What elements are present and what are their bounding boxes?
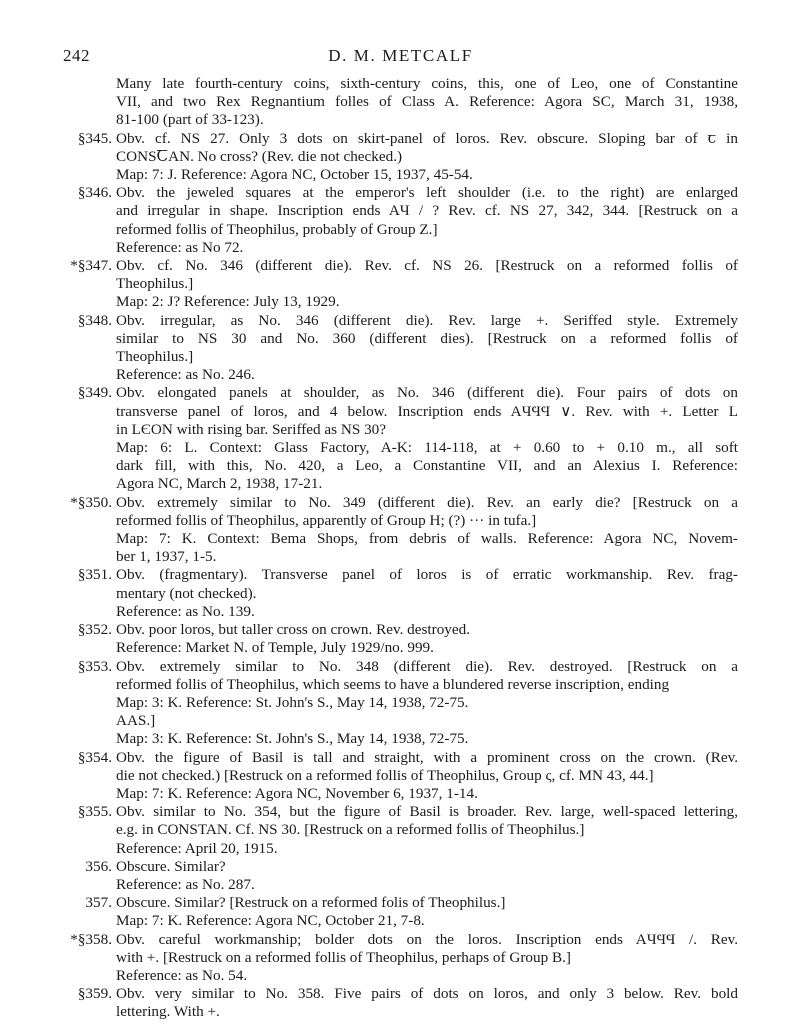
- entry-line: AAS.]: [116, 712, 156, 730]
- entry-line: Obv. irregular, as No. 346 (different die). Rev. large +. Seriffed style. Extremely: [116, 311, 738, 329]
- entry-number: *§350.: [70, 493, 112, 511]
- entry-line: Obv. cf. NS 27. Only 3 dots on skirt-panel of loros. Rev. obscure. Sloping bar of ꞇ in: [116, 129, 738, 147]
- entry-line: dark fill, with this, No. 420, a Leo, a Constantine VII, and an Alexius I. Reference:: [116, 457, 738, 475]
- catalogue-entry: [58, 621, 738, 657]
- entry-line: Obv. poor loros, but taller cross on crown. Rev. destroyed.: [116, 621, 471, 639]
- text-line: VII, and two Rex Regnantium folles of Class A. Reference: Agora SC, March 31, 1938,: [116, 93, 738, 111]
- catalogue-body: [58, 75, 738, 1022]
- entry-line: Obv. extremely similar to No. 348 (different die). Rev. destroyed. [Restruck on a: [116, 657, 738, 675]
- entry-line: reformed follis of Theophilus, probably of Group Z.]: [116, 220, 438, 238]
- entry-line: similar to NS 30 and No. 360 (different dies). [Restruck on a reformed follis of: [116, 329, 738, 347]
- entry-line: Map: 6: L. Context: Glass Factory, A-K: 114-118, at + 0.60 to + 0.10 m., all soft: [116, 439, 738, 457]
- catalogue-entry: [58, 494, 738, 567]
- catalogue-entry: [58, 985, 738, 1021]
- catalogue-entry: [58, 257, 738, 312]
- entry-line: Reference: as No 72.: [116, 238, 244, 256]
- entry-line: Obscure. Similar? [Restruck on a reformed folis of Theophilus.]: [116, 894, 506, 912]
- entry-line: Map: 7: K. Reference: Agora NC, October 21, 7-8.: [116, 912, 425, 930]
- entry-line: Reference: as No. 246.: [116, 366, 255, 384]
- entry-line: Obv. elongated panels at shoulder, as No. 346 (different die). Four pairs of dots on: [116, 384, 738, 402]
- catalogue-entry: [58, 130, 738, 185]
- catalogue-entry: [58, 858, 738, 894]
- entry-line: Theophilus.]: [116, 348, 194, 366]
- running-head: D. M. METCALF: [328, 46, 473, 65]
- entry-line: die not checked.) [Restruck on a reformed follis of Theophilus, Group ς, cf. MN 43, 44.]: [116, 766, 654, 784]
- entry-number: §355.: [77, 803, 112, 821]
- text-line: Many late fourth-century coins, sixth-century coins, this, one of Leo, one of Constantine: [116, 75, 738, 92]
- entry-number: §345.: [77, 129, 112, 147]
- entry-number: *§358.: [70, 930, 112, 948]
- entry-line: Map: 7: J. Reference: Agora NC, October 15, 1937, 45-54.: [116, 166, 473, 184]
- entry-number: §353.: [77, 657, 112, 675]
- entry-number: §346.: [77, 184, 112, 202]
- catalogue-entry: [58, 931, 738, 986]
- entry-line: Obv. the jeweled squares at the emperor's left shoulder (i.e. to the right) are enlarged: [116, 184, 738, 202]
- entry-line: and irregular in shape. Inscription ends AЧ / ? Rev. cf. NS 27, 342, 344. [Restruck on a: [116, 202, 738, 220]
- entry-line: reformed follis of Theophilus, apparently of Group H; (?) ··· in tufa.]: [116, 511, 537, 529]
- entry-number: *§347.: [70, 257, 112, 275]
- entry-line: Obv. very similar to No. 358. Five pairs of dots on loros, and only 3 below. Rev. bold: [116, 985, 738, 1003]
- page-number: 242: [63, 46, 90, 65]
- entry-line: Reference: as No. 54.: [116, 966, 248, 984]
- entry-line: Obv. (fragmentary). Transverse panel of loros is of erratic workmanship. Rev. frag-: [116, 566, 738, 584]
- catalogue-entry: [58, 749, 738, 804]
- entry-line: Map: 7: K. Reference: Agora NC, November 6, 1937, 1-14.: [116, 784, 478, 802]
- entry-line: mentary (not checked).: [116, 584, 257, 602]
- entry-line: Obv. cf. No. 346 (different die). Rev. cf. NS 26. [Restruck on a reformed follis of: [116, 257, 738, 275]
- catalogue-entry: [58, 658, 738, 749]
- entry-line: reformed follis of Theophilus, which seems to have a blundered reverse inscription, ending: [116, 675, 670, 693]
- entry-line: ber 1, 1937, 1-5.: [116, 548, 217, 566]
- entry-line: Obv. extremely similar to No. 349 (different die). Rev. an early die? [Restruck on a: [116, 493, 738, 511]
- entry-line: Reference: April 20, 1915.: [116, 839, 278, 857]
- entry-number: §348.: [77, 311, 112, 329]
- entry-line: Map: 7: K. Context: Bema Shops, from debris of walls. Reference: Agora NC, Novem-: [116, 530, 738, 548]
- entry-line: Reference: as No. 287.: [116, 875, 255, 893]
- entry-number: §349.: [77, 384, 112, 402]
- entry-line: Map: 3: K. Reference: St. John's S., May 14, 1938, 72-75.: [116, 693, 469, 711]
- entry-number: §354.: [77, 748, 112, 766]
- entry-line: CONSꞆAN. No cross? (Rev. die not checked.): [116, 147, 403, 165]
- entry-line: Agora NC, March 2, 1938, 17-21.: [116, 475, 323, 493]
- entry-number: 356.: [85, 857, 112, 875]
- entry-line: transverse panel of loros, and 4 below. Inscription ends AЧϤϤ ∨. Rev. with +. Letter L: [116, 402, 738, 420]
- intro-paragraph: [58, 75, 738, 130]
- entry-number: §359.: [77, 985, 112, 1003]
- entry-line: e.g. in CONSTAN. Cf. NS 30. [Restruck on a reformed follis of Theophilus.]: [116, 821, 585, 839]
- entry-number: §351.: [77, 566, 112, 584]
- entry-line: Obv. similar to No. 354, but the figure of Basil is broader. Rev. large, well-spaced lettering,: [116, 803, 738, 821]
- entry-line: Reference: Market N. of Temple, July 1929/no. 999.: [116, 639, 434, 657]
- entry-number: §352.: [77, 621, 112, 639]
- entry-line: Map: 3: K. Reference: St. John's S., May 14, 1938, 72-75.: [116, 730, 469, 748]
- entry-line: Obv. the figure of Basil is tall and straight, with a prominent cross on the crown. (Rev.: [116, 748, 738, 766]
- text-line: 81-100 (part of 33-123).: [116, 111, 264, 129]
- entry-line: lettering. With +.: [116, 1003, 220, 1021]
- catalogue-entry: [58, 384, 738, 493]
- catalogue-entry: [58, 894, 738, 930]
- entry-line: in LЄON with rising bar. Seriffed as NS 30?: [116, 420, 387, 438]
- catalogue-entry: [58, 184, 738, 257]
- catalogue-entry: [58, 566, 738, 621]
- catalogue-entry: [58, 803, 738, 858]
- entry-line: Map: 2: J? Reference: July 13, 1929.: [116, 293, 340, 311]
- entry-list: [58, 130, 738, 1022]
- entry-number: 357.: [85, 894, 112, 912]
- entry-line: with +. [Restruck on a reformed follis of Theophilus, perhaps of Group B.]: [116, 948, 571, 966]
- entry-line: Theophilus.]: [116, 275, 194, 293]
- catalogue-entry: [58, 312, 738, 385]
- entry-line: Obscure. Similar?: [116, 857, 226, 875]
- entry-line: Obv. careful workmanship; bolder dots on the loros. Inscription ends AЧϤϤ /. Rev.: [116, 930, 738, 948]
- entry-line: Reference: as No. 139.: [116, 602, 255, 620]
